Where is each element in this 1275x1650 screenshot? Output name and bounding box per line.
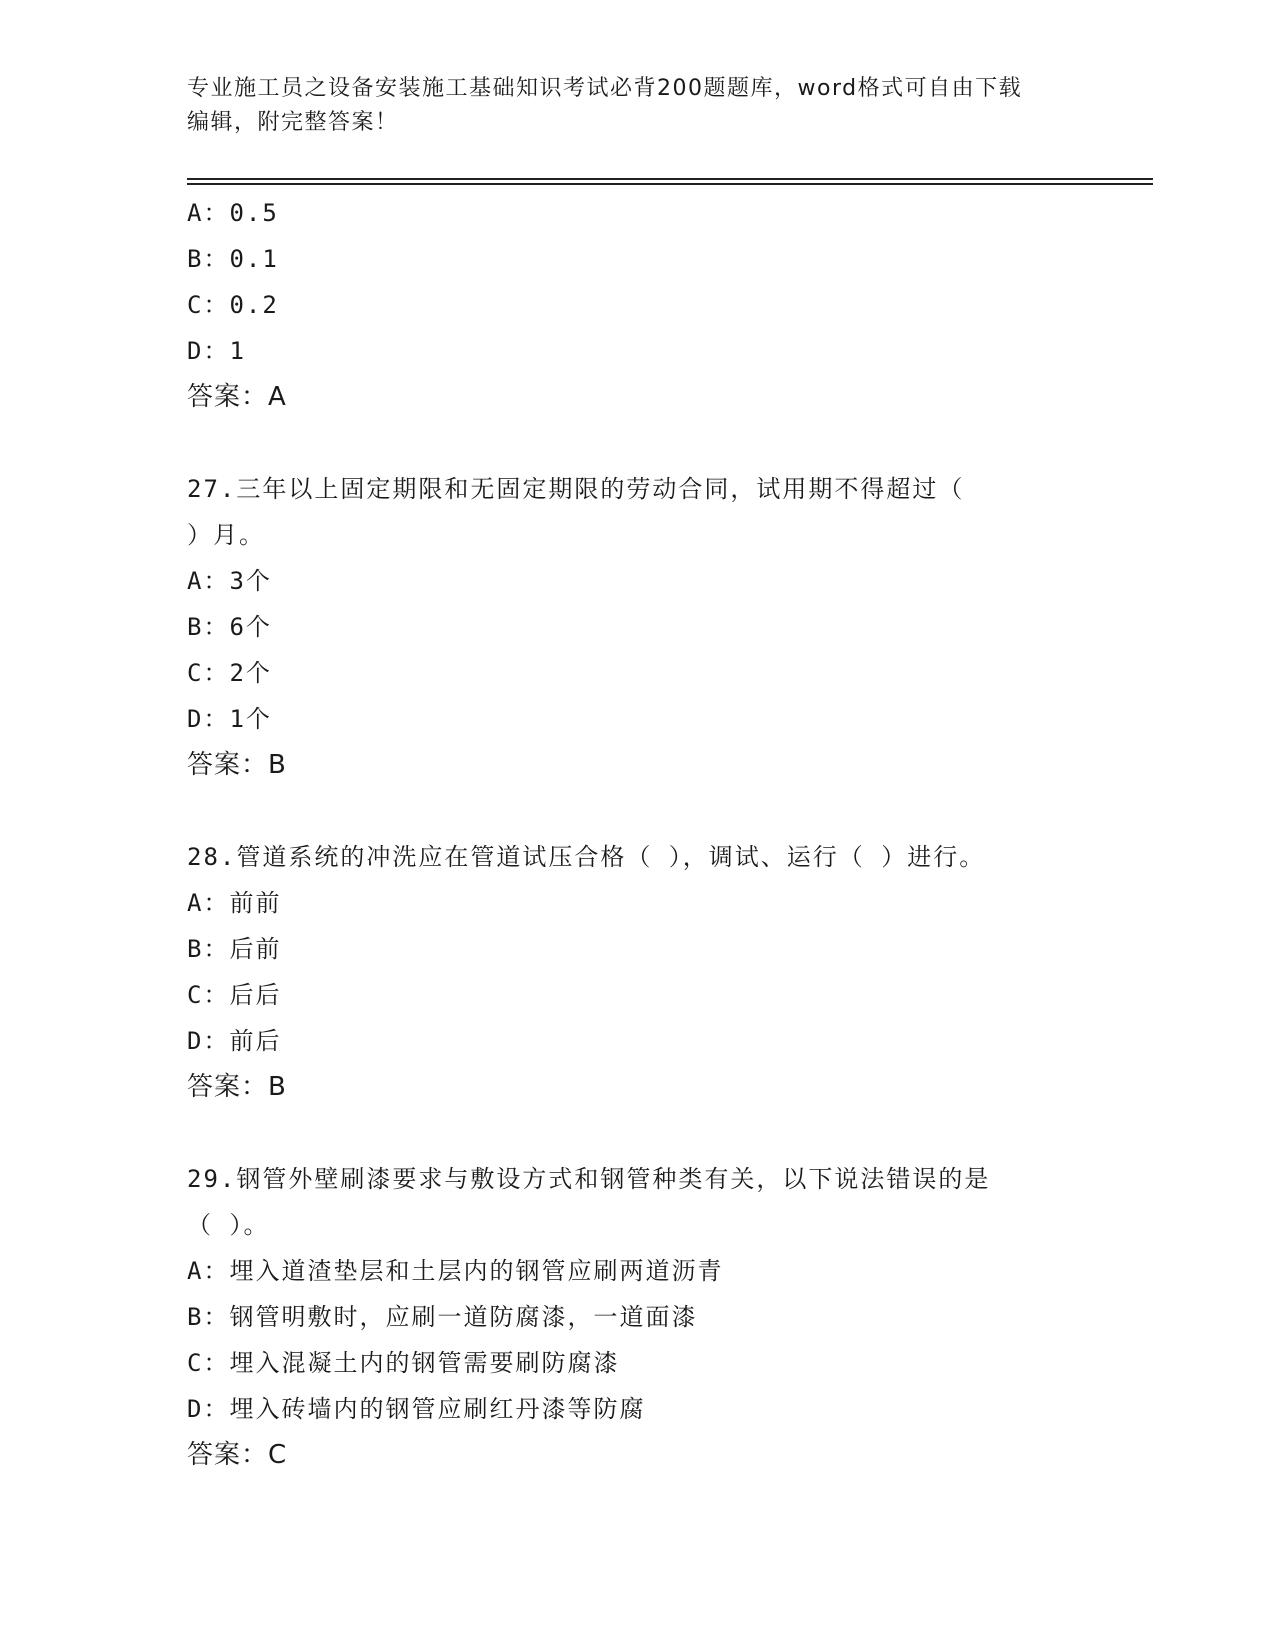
header-divider-bottom [187,183,1153,185]
option-d: D：1个 [187,705,272,733]
question-stem: 27.三年以上固定期限和无固定期限的劳动合同，试用期不得超过（ [187,475,965,503]
question-stem-continued: ）月。 [187,521,265,549]
spacer [187,420,1087,466]
option-c: C：2个 [187,659,272,687]
header-line-1: 专业施工员之设备安装施工基础知识考试必背200题题库，word格式可自由下载 [187,76,1023,101]
option-d: D：1 [187,337,246,365]
option-d: D：埋入砖墙内的钢管应刷红丹漆等防腐 [187,1395,646,1423]
option-d: D：前后 [187,1027,282,1055]
question-list [187,190,1087,1478]
answer: 答案：B [187,1072,287,1102]
document-header [187,72,1087,140]
option-a: A：3个 [187,567,272,595]
answer: 答案：C [187,1440,288,1470]
header-line-2: 编辑，附完整答案！ [187,110,399,135]
option-c: C：后后 [187,981,282,1009]
option-a: A：前前 [187,889,282,917]
question-stem: 28.管道系统的冲洗应在管道试压合格（ ），调试、运行（ ）进行。 [187,843,986,871]
option-c: C：0.2 [187,291,279,319]
question-28 [187,834,1087,1110]
answer: 答案：B [187,750,287,780]
question-stem: 29.钢管外壁刷漆要求与敷设方式和钢管种类有关，以下说法错误的是 [187,1165,991,1193]
option-a: A：0.5 [187,199,279,227]
spacer [187,788,1087,834]
option-a: A：埋入道渣垫层和土层内的钢管应刷两道沥青 [187,1257,724,1285]
option-c: C：埋入混凝土内的钢管需要刷防腐漆 [187,1349,620,1377]
question-stem-continued: （ ）。 [187,1211,270,1239]
option-b: B：0.1 [187,245,279,273]
header-divider-top [187,178,1153,180]
spacer [187,1110,1087,1156]
option-b: B：后前 [187,935,282,963]
question-27 [187,466,1087,788]
option-b: B：6个 [187,613,272,641]
question-26 [187,190,1087,420]
answer: 答案：A [187,382,287,412]
question-29 [187,1156,1087,1478]
option-b: B：钢管明敷时，应刷一道防腐漆，一道面漆 [187,1303,698,1331]
